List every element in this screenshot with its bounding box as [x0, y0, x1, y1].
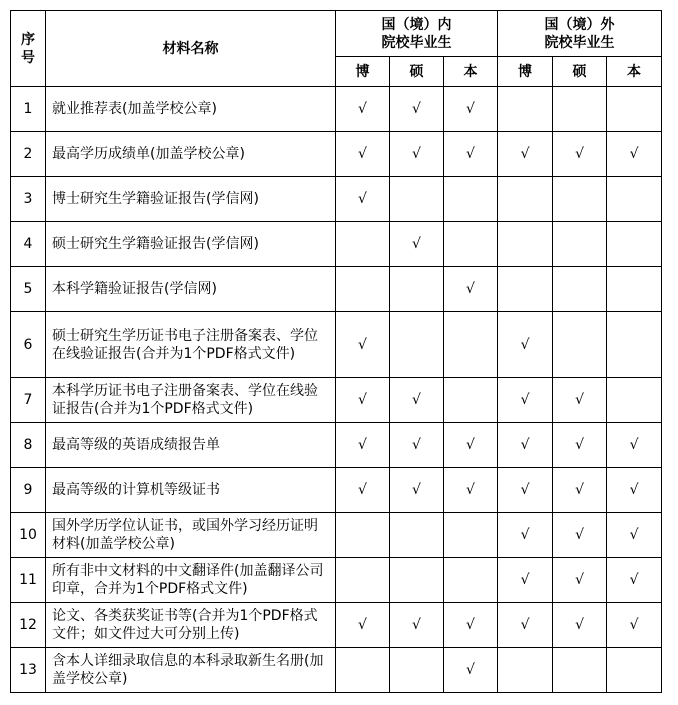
header-degree-foreign-master: 硕: [553, 57, 607, 87]
check-cell-domestic-master: [390, 177, 444, 222]
table-row: [11, 603, 662, 648]
check-mark: √: [629, 146, 639, 162]
header-domestic: [336, 11, 498, 57]
material-name: 最高等级的英语成绩报告单: [46, 423, 336, 468]
check-cell-domestic-doctor: [336, 603, 390, 648]
table-row: [11, 423, 662, 468]
check-cell-foreign-bachelor: [607, 222, 662, 267]
check-mark: √: [358, 336, 367, 353]
table-row: [11, 513, 662, 558]
check-cell-domestic-doctor: [336, 312, 390, 378]
check-cell-foreign-master: [553, 132, 607, 177]
table-row: [11, 378, 662, 423]
check-cell-foreign-bachelor: [607, 648, 662, 693]
check-cell-domestic-doctor: [336, 558, 390, 603]
check-mark: √: [412, 392, 421, 408]
check-cell-foreign-master: [553, 378, 607, 423]
row-number: 1: [11, 87, 46, 132]
check-cell-domestic-master: [390, 513, 444, 558]
check-cell-foreign-doctor: [498, 222, 553, 267]
check-cell-foreign-bachelor: [607, 603, 662, 648]
check-mark: √: [520, 146, 530, 162]
check-cell-domestic-bachelor: [444, 603, 498, 648]
header-foreign: [498, 11, 662, 57]
header-domestic-line2: 院校毕业生: [381, 34, 452, 51]
check-mark: √: [629, 527, 639, 543]
check-mark: √: [358, 392, 367, 408]
check-mark: √: [412, 437, 421, 453]
check-cell-domestic-bachelor: [444, 87, 498, 132]
check-cell-domestic-bachelor: [444, 558, 498, 603]
header-degree-domestic-master: 硕: [390, 57, 444, 87]
material-name: 所有非中文材料的中文翻译件(加盖翻译公司印章，合并为1个PDF格式文件): [46, 558, 336, 603]
check-mark: √: [575, 482, 584, 498]
header-degree-domestic-doctor: 博: [336, 57, 390, 87]
table-row: [11, 177, 662, 222]
check-mark: √: [575, 437, 584, 453]
check-cell-foreign-master: [553, 312, 607, 378]
check-cell-foreign-doctor: [498, 312, 553, 378]
check-cell-domestic-doctor: [336, 267, 390, 312]
check-mark: √: [520, 482, 530, 498]
check-cell-domestic-doctor: [336, 468, 390, 513]
check-cell-domestic-bachelor: [444, 468, 498, 513]
check-cell-foreign-bachelor: [607, 513, 662, 558]
table-row: [11, 558, 662, 603]
header-seq-label: 序号: [20, 31, 35, 66]
check-cell-foreign-master: [553, 87, 607, 132]
check-mark: √: [412, 146, 421, 162]
check-cell-foreign-master: [553, 267, 607, 312]
check-cell-foreign-doctor: [498, 648, 553, 693]
check-cell-domestic-master: [390, 423, 444, 468]
material-name: 硕士研究生学籍验证报告(学信网): [46, 222, 336, 267]
check-cell-foreign-doctor: [498, 132, 553, 177]
row-number: 7: [11, 378, 46, 423]
check-cell-domestic-master: [390, 312, 444, 378]
check-mark: √: [358, 101, 367, 117]
check-mark: √: [412, 101, 421, 117]
check-mark: √: [412, 236, 421, 252]
check-cell-foreign-master: [553, 423, 607, 468]
row-number: 9: [11, 468, 46, 513]
check-mark: √: [466, 146, 475, 162]
check-cell-domestic-bachelor: [444, 222, 498, 267]
check-cell-foreign-doctor: [498, 177, 553, 222]
material-name: 最高学历成绩单(加盖学校公章): [46, 132, 336, 177]
material-name: 本科学历证书电子注册备案表、学位在线验证报告(合并为1个PDF格式文件): [46, 378, 336, 423]
check-cell-foreign-doctor: [498, 558, 553, 603]
check-cell-domestic-master: [390, 648, 444, 693]
check-mark: √: [520, 336, 530, 353]
header-row-top: [11, 11, 662, 57]
table-row: [11, 312, 662, 378]
check-mark: √: [629, 572, 639, 588]
check-mark: √: [412, 482, 421, 498]
check-cell-foreign-bachelor: [607, 177, 662, 222]
check-mark: √: [575, 146, 584, 162]
material-name: 含本人详细录取信息的本科录取新生名册(加盖学校公章): [46, 648, 336, 693]
check-mark: √: [466, 437, 475, 453]
check-cell-foreign-master: [553, 558, 607, 603]
check-mark: √: [358, 482, 367, 498]
row-number: 3: [11, 177, 46, 222]
check-cell-foreign-bachelor: [607, 267, 662, 312]
check-cell-domestic-doctor: [336, 87, 390, 132]
check-mark: √: [466, 617, 475, 633]
check-cell-domestic-bachelor: [444, 267, 498, 312]
check-cell-foreign-bachelor: [607, 132, 662, 177]
check-cell-domestic-bachelor: [444, 423, 498, 468]
header-degree-foreign-bachelor: 本: [607, 57, 662, 87]
check-mark: √: [520, 527, 530, 543]
check-cell-domestic-master: [390, 558, 444, 603]
check-mark: √: [412, 617, 421, 633]
check-cell-foreign-bachelor: [607, 312, 662, 378]
header-degree-domestic-bachelor: 本: [444, 57, 498, 87]
table-row: [11, 468, 662, 513]
check-cell-domestic-doctor: [336, 177, 390, 222]
material-name: 博士研究生学籍验证报告(学信网): [46, 177, 336, 222]
row-number: 11: [11, 558, 46, 603]
table-row: [11, 132, 662, 177]
header-domestic-line1: 国（境）内: [381, 16, 452, 33]
table-row: [11, 87, 662, 132]
check-cell-domestic-master: [390, 87, 444, 132]
check-mark: √: [575, 617, 584, 633]
check-cell-foreign-doctor: [498, 87, 553, 132]
table-body: [11, 87, 662, 693]
check-mark: √: [629, 482, 639, 498]
check-mark: √: [520, 572, 530, 588]
check-cell-foreign-master: [553, 513, 607, 558]
header-degree-foreign-doctor: 博: [498, 57, 553, 87]
material-name: 就业推荐表(加盖学校公章): [46, 87, 336, 132]
material-name: 国外学历学位认证书，或国外学习经历证明材料(加盖学校公章): [46, 513, 336, 558]
check-cell-foreign-bachelor: [607, 378, 662, 423]
check-mark: √: [629, 617, 639, 633]
material-name: 论文、各类获奖证书等(合并为1个PDF格式文件；如文件过大可分别上传): [46, 603, 336, 648]
row-number: 6: [11, 312, 46, 378]
check-cell-domestic-doctor: [336, 222, 390, 267]
row-number: 12: [11, 603, 46, 648]
check-cell-domestic-master: [390, 267, 444, 312]
table-row: [11, 648, 662, 693]
check-cell-domestic-bachelor: [444, 378, 498, 423]
material-name: 本科学籍验证报告(学信网): [46, 267, 336, 312]
check-cell-domestic-doctor: [336, 423, 390, 468]
header-material-name: 材料名称: [46, 11, 336, 87]
row-number: 8: [11, 423, 46, 468]
check-mark: √: [520, 437, 530, 453]
check-cell-domestic-master: [390, 603, 444, 648]
check-cell-foreign-bachelor: [607, 468, 662, 513]
check-mark: √: [358, 146, 367, 162]
check-cell-foreign-master: [553, 468, 607, 513]
check-cell-domestic-master: [390, 378, 444, 423]
check-cell-domestic-master: [390, 132, 444, 177]
check-cell-domestic-doctor: [336, 132, 390, 177]
check-cell-foreign-doctor: [498, 267, 553, 312]
check-mark: √: [358, 617, 367, 633]
material-name: 最高等级的计算机等级证书: [46, 468, 336, 513]
header-foreign-line1: 国（境）外: [544, 16, 615, 33]
check-cell-domestic-bachelor: [444, 312, 498, 378]
check-mark: √: [575, 527, 584, 543]
row-number: 10: [11, 513, 46, 558]
row-number: 4: [11, 222, 46, 267]
row-number: 5: [11, 267, 46, 312]
check-mark: √: [466, 482, 475, 498]
check-mark: √: [575, 572, 584, 588]
check-cell-foreign-doctor: [498, 378, 553, 423]
check-cell-domestic-bachelor: [444, 513, 498, 558]
check-cell-foreign-master: [553, 603, 607, 648]
header-foreign-line2: 院校毕业生: [544, 34, 615, 51]
check-cell-foreign-master: [553, 648, 607, 693]
check-cell-domestic-bachelor: [444, 132, 498, 177]
table-row: [11, 222, 662, 267]
check-mark: √: [466, 662, 475, 678]
check-cell-domestic-master: [390, 468, 444, 513]
row-number: 2: [11, 132, 46, 177]
check-mark: √: [575, 392, 584, 408]
check-cell-foreign-doctor: [498, 423, 553, 468]
check-cell-domestic-bachelor: [444, 648, 498, 693]
check-cell-foreign-master: [553, 222, 607, 267]
check-cell-domestic-doctor: [336, 513, 390, 558]
check-cell-foreign-bachelor: [607, 423, 662, 468]
check-cell-domestic-master: [390, 222, 444, 267]
materials-table: [10, 10, 662, 693]
check-cell-foreign-bachelor: [607, 558, 662, 603]
check-mark: √: [466, 281, 475, 297]
check-cell-foreign-doctor: [498, 468, 553, 513]
check-cell-foreign-bachelor: [607, 87, 662, 132]
check-cell-domestic-doctor: [336, 378, 390, 423]
check-mark: √: [520, 617, 530, 633]
check-cell-foreign-doctor: [498, 513, 553, 558]
row-number: 13: [11, 648, 46, 693]
check-cell-domestic-bachelor: [444, 177, 498, 222]
check-mark: √: [629, 437, 639, 453]
header-seq: [11, 11, 46, 87]
check-mark: √: [358, 437, 367, 453]
check-mark: √: [466, 101, 475, 117]
check-cell-foreign-master: [553, 177, 607, 222]
check-cell-foreign-doctor: [498, 603, 553, 648]
check-cell-domestic-doctor: [336, 648, 390, 693]
material-name: 硕士研究生学历证书电子注册备案表、学位在线验证报告(合并为1个PDF格式文件): [46, 312, 336, 378]
check-mark: √: [520, 392, 530, 408]
table-row: [11, 267, 662, 312]
check-mark: √: [358, 191, 367, 207]
